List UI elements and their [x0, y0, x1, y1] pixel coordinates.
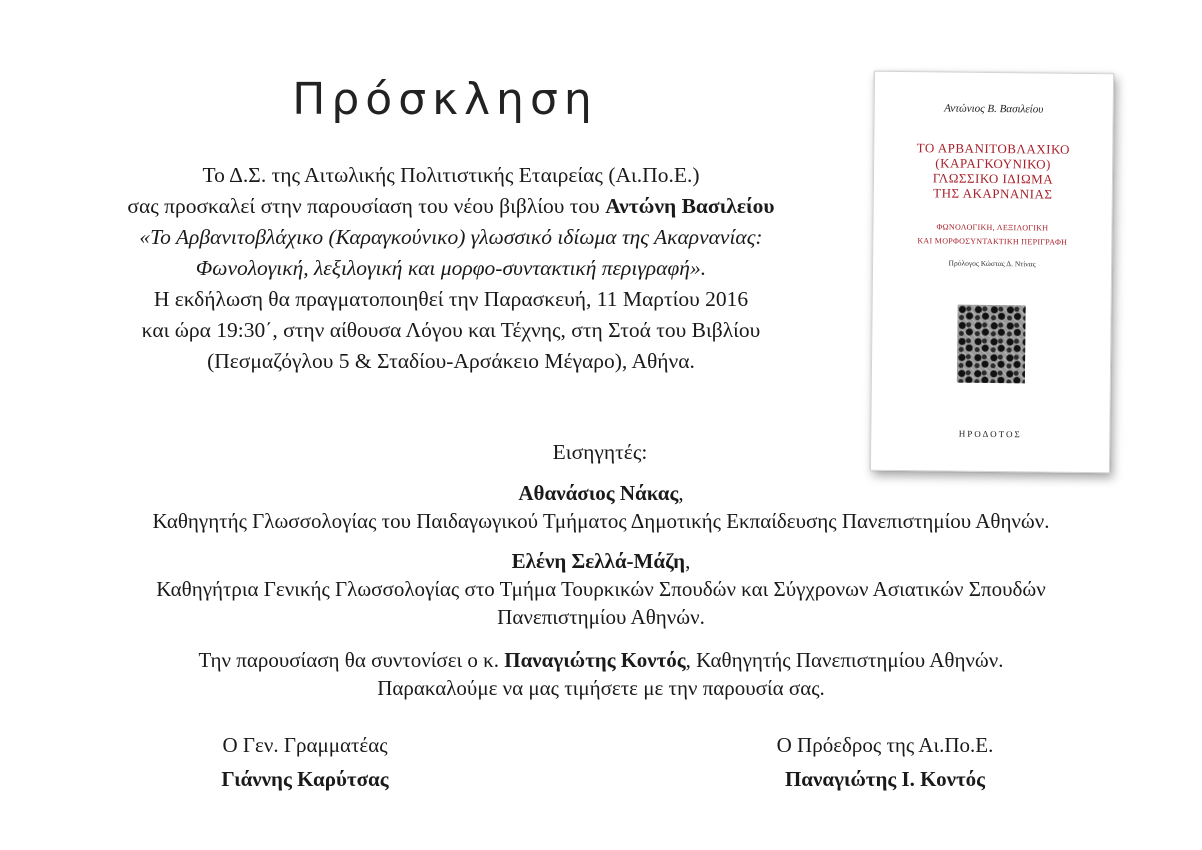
- speakers-heading: Εισηγητές:: [552, 440, 648, 464]
- book-cover-subtitle-line: ΦΩΝΟΛΟΓΙΚΗ, ΛΕΞΙΛΟΓΙΚΗ: [936, 222, 1049, 233]
- closing-line: Παρακαλούμε να μας τιμήσετε με την παρουσία σας.: [377, 676, 825, 700]
- book-cover-preface: Πρόλογος Κώστας Δ. Ντίνας: [948, 258, 1036, 269]
- event-venue-line: και ώρα 19:30΄, στην αίθουσα Λόγου και Τέχνης, στη Στοά του Βιβλίου: [141, 318, 761, 342]
- moderator-prefix: Την παρουσίαση θα συντονίσει ο κ.: [198, 648, 505, 672]
- signature-secretary: [170, 728, 440, 796]
- event-address-line: (Πεσμαζόγλου 5 & Σταδίου-Αρσάκειο Μέγαρο), Αθήνα.: [207, 349, 695, 373]
- signature-role: Ο Γεν. Γραμματέας: [222, 733, 388, 757]
- book-cover-publisher: ΗΡΟΔΟΤΟΣ: [958, 428, 1022, 440]
- book-cover-pattern: [957, 305, 1026, 384]
- speaker-name-suffix: ,: [685, 549, 691, 573]
- book-cover-subtitle: [873, 220, 1111, 250]
- book-cover-title-line: ΓΛΩΣΣΙΚΟ ΙΔΙΩΜΑ: [932, 170, 1054, 187]
- speaker-name: Ελένη Σελλά-Μάζη: [511, 549, 686, 573]
- book-cover-title: [874, 140, 1113, 202]
- signature-role: Ο Πρόεδρος της Αι.Πο.Ε.: [776, 733, 994, 757]
- speaker-name-line: [0, 547, 1202, 575]
- book-author-name: Αντώνη Βασιλείου: [605, 194, 775, 218]
- intro-line: [0, 191, 902, 222]
- book-subtitle-line: [0, 253, 902, 284]
- book-cover-image: [870, 71, 1114, 473]
- page-title: Πρόσκληση: [292, 74, 598, 125]
- closing-text: [0, 646, 1202, 702]
- signature-name: Γιάννης Καρύτσας: [221, 767, 389, 791]
- signature-name: Παναγιώτης Ι. Κοντός: [784, 767, 986, 791]
- book-cover-title-line: ΤΟ ΑΡΒΑΝΙΤΟΒΛΑΧΙΚΟ: [916, 140, 1070, 157]
- event-date-line: Η εκδήλωση θα πραγματοποιηθεί την Παρασκευή, 11 Μαρτίου 2016: [153, 287, 749, 311]
- intro-line-prefix: σας προσκαλεί στην παρουσίαση του νέου βιβλίου του: [127, 194, 606, 218]
- speaker-role: Καθηγητής Γλωσσολογίας του Παιδαγωγικού Τμήματος Δημοτικής Εκπαίδευσης Πανεπιστημίου Αθηνών.: [152, 509, 1050, 533]
- speaker-2: [0, 547, 1202, 631]
- book-title-line: [0, 222, 902, 253]
- book-cover-title-line: (ΚΑΡΑΓΚΟΥΝΙΚΟ): [935, 155, 1052, 172]
- intro-line: Το Δ.Σ. της Αιτωλικής Πολιτιστικής Εταιρείας (Αι.Πο.Ε.): [202, 163, 700, 187]
- speaker-name-suffix: ,: [678, 481, 684, 505]
- speaker-name-line: [0, 479, 1202, 507]
- book-title-text: «Το Αρβανιτοβλάχικο (Καραγκούνικο) γλωσσικό ιδίωμα της Ακαρνανίας:: [139, 225, 763, 249]
- book-cover-subtitle-line: ΚΑΙ ΜΟΡΦΟΣΥΝΤΑΚΤΙΚΗ ΠΕΡΙΓΡΑΦΗ: [917, 236, 1068, 247]
- speaker-role: Καθηγήτρια Γενικής Γλωσσολογίας στο Τμήμα Τουρκικών Σπουδών και Σύγχρονων Ασιατικών Σπουδών: [156, 577, 1046, 601]
- book-subtitle-text: Φωνολογική, λεξιλογική και μορφο-συντακτική περιγραφή».: [195, 256, 707, 280]
- invitation-text: [0, 160, 902, 377]
- speaker-1: [0, 479, 1202, 535]
- moderator-suffix: , Καθηγητής Πανεπιστημίου Αθηνών.: [685, 648, 1004, 672]
- moderator-name: Παναγιώτης Κοντός: [504, 648, 686, 672]
- signature-president: [735, 728, 1035, 796]
- book-cover-author: Αντώνιος Β. Βασιλείου: [944, 102, 1044, 116]
- moderator-line: [0, 646, 1202, 674]
- speaker-name: Αθανάσιος Νάκας: [518, 481, 679, 505]
- book-cover-title-line: ΤΗΣ ΑΚΑΡΝΑΝΙΑΣ: [933, 185, 1053, 202]
- speaker-role: Πανεπιστημίου Αθηνών.: [497, 605, 705, 629]
